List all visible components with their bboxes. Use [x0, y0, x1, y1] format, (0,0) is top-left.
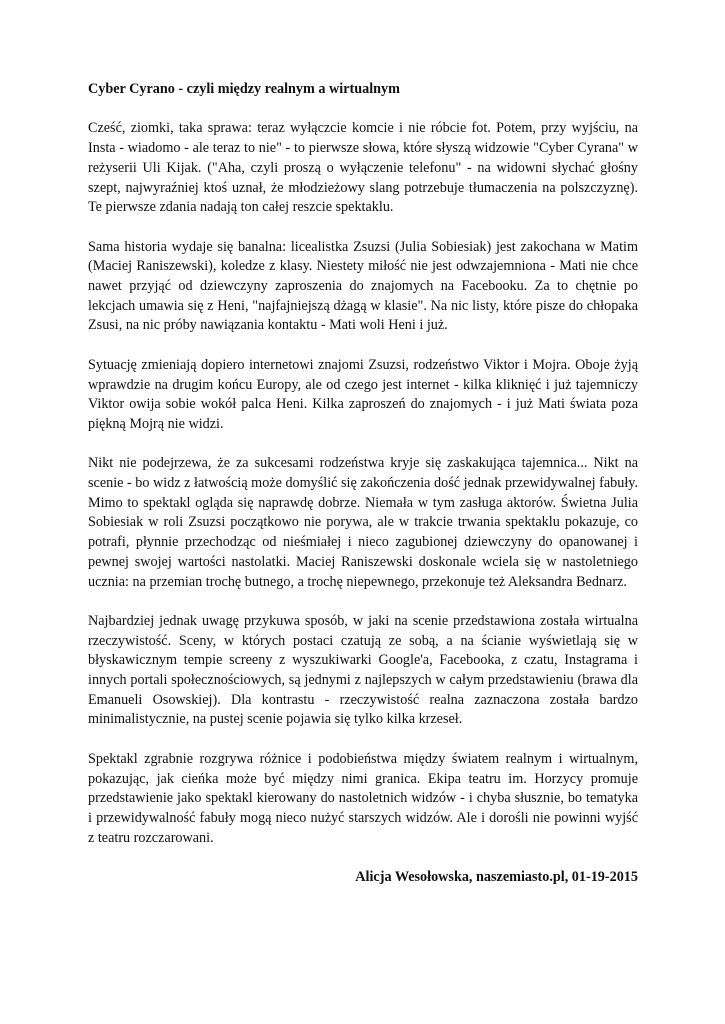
- document-body: [88, 80, 638, 888]
- paragraph-actors: Nikt nie podejrzewa, że za sukcesami rodzeństwa kryje się zaskakująca tajemnica... Nikt na scenie - bo widz z łatwością może domyślić się zakończenia dość jednak przewidywalnej fabuły. Mimo to spektakl ogląda się naprawdę dobrze. Niemała w tym zasługa aktorów. Świetna Julia Sobiesiak w roli Zsuzsi początkowo nie porywa, ale w trakcie trwania spektaklu pokazuje, co potrafi, płynnie przechodząc od nieśmiałej i nieco zagubionej dziewczyny do opanowanej i pewnej swojej wartości nastolatki. Maciej Raniszewski doskonale wciela się w nastoletniego ucznia: na przemian trochę butnego, a trochę niepewnego, przekonuje też Aleksandra Bednarz.: [88, 455, 638, 590]
- paragraph-siblings: Sytuację zmieniają dopiero internetowi znajomi Zsuzsi, rodzeństwo Viktor i Mojra. Oboje żyją wprawdzie na drugim końcu Europy, ale od czego jest internet - kilka kliknięć i już tajemniczy Viktor owija sobie wokół palca Heni. Kilka zaproszeń do znajomych - i już Mati świata poza piękną Mojrą nie widzi.: [88, 356, 638, 432]
- author-signature: Alicja Wesołowska, naszemiasto.pl, 01-19-2015: [355, 869, 638, 886]
- document-title: Cyber Cyrano - czyli między realnym a wirtualnym: [88, 81, 400, 97]
- paragraph-summary: Spektakl zgrabnie rozgrywa różnice i podobieństwa między światem realnym i wirtualnym, pokazując, jak cieńka może być między nimi granica. Ekipa teatru im. Horzycy promuje przedstawienie jako spektakl kierowany do nastoletnich widzów - i chyba słusznie, bo tematyka i przewidywalność fabuły mogą nieco nużyć starszych widzów. Ale i dorośli nie powinni wyjść z teatru rozczarowani.: [88, 750, 638, 846]
- paragraph-intro: Cześć, ziomki, taka sprawa: teraz wyłączcie komcie i nie róbcie fot. Potem, przy wyjściu, na Insta - wiadomo - ale teraz to nie" - to pierwsze słowa, które słyszą widzowie "Cyber Cyrana" w reżyserii Uli Kijak. ("Aha, czyli proszą o wyłączenie telefonu" - na widowni słychać głośny szept, najwyraźniej ktoś uznał, że młodzieżowy slang potrzebuje tłumaczenia na polszczyznę). Te pierwsze zdania nadają ton całej reszcie spektaklu.: [88, 120, 638, 216]
- paragraph-story: Sama historia wydaje się banalna: licealistka Zsuzsi (Julia Sobiesiak) jest zakochana w Matim (Maciej Raniszewski), koledze z klasy. Niestety miłość nie jest odwzajemniona - Mati nie chce nawet przyjąć od dziewczyny zaproszenia do znajomych na Facebooku. Za to chętnie po lekcjach umawia się z Heni, "najfajniejszą dżagą w klasie". Na nic listy, które pisze do chłopaka Zsusi, na nic próby nawiązania kontaktu - Mati woli Heni i już.: [88, 238, 638, 334]
- paragraph-virtual-reality: Najbardziej jednak uwagę przykuwa sposób, w jaki na scenie przedstawiona została wirtualna rzeczywistość. Sceny, w których postaci czatują ze sobą, a na ścianie wyświetlają się w błyskawicznym tempie screeny z wyszukiwarki Google'a, Facebooka, z czatu, Instagrama i innych portali społecznościowych, są jednymi z najlepszych w całym przedstawieniu (brawa dla Emanueli Osowskiej). Dla kontrastu - rzeczywistość realna zaznaczona została bardzo minimalistycznie, na pustej scenie pojawia się tylko kilka krzeseł.: [88, 612, 638, 728]
